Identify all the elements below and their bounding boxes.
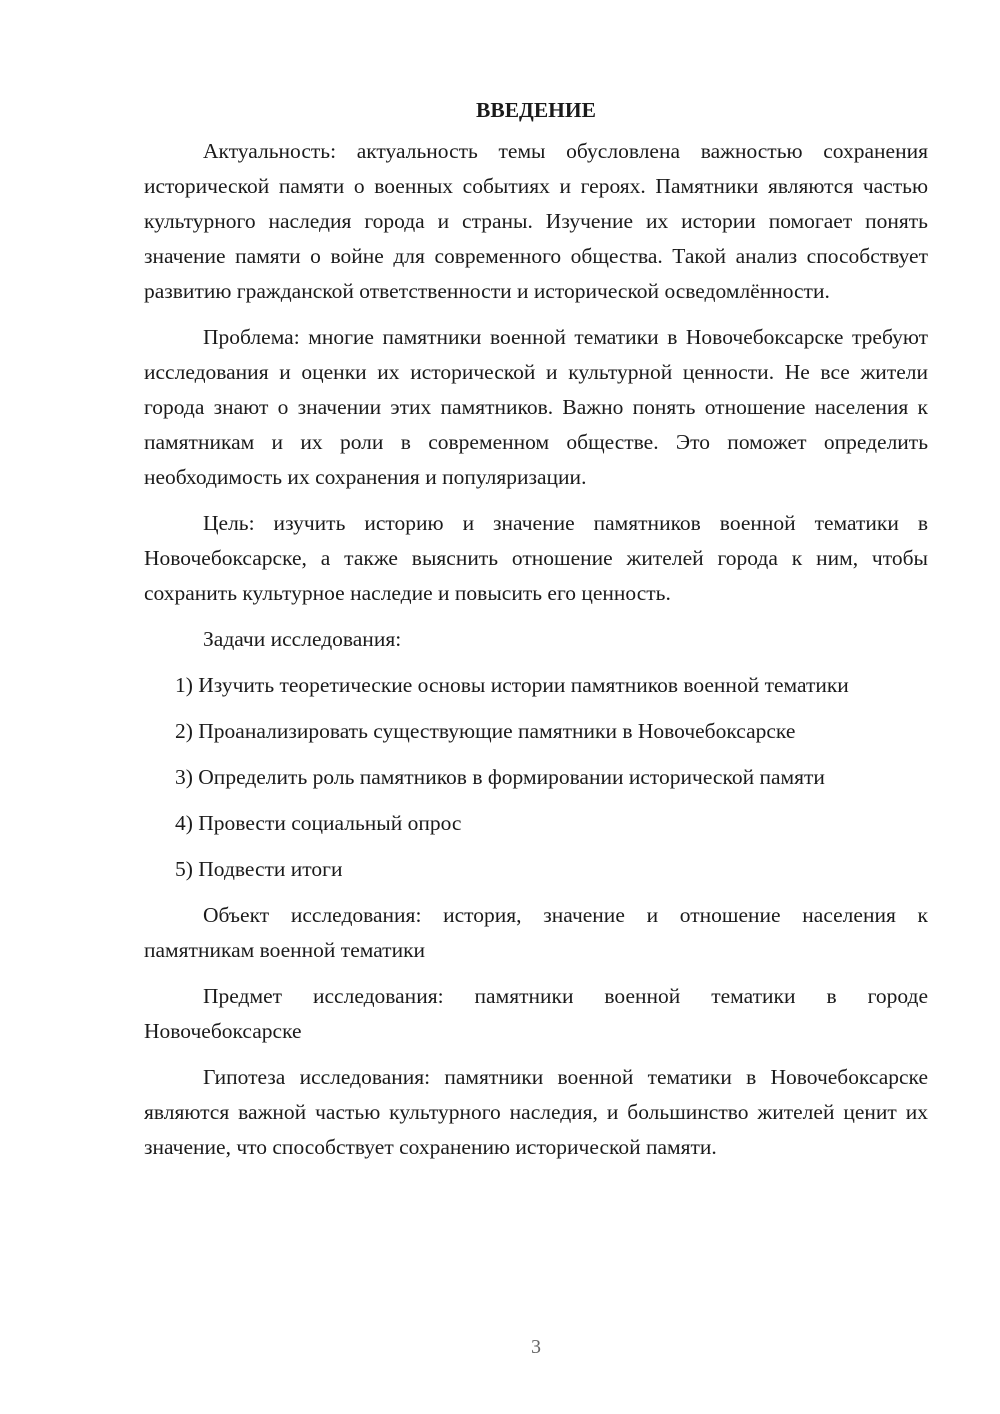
object-paragraph: Объект исследования: история, значение и отношение населения к памятникам военной тематики [144,903,928,962]
task-item: 3) Определить роль памятников в формировании исторической памяти [175,765,825,789]
task-item: 2) Проанализировать существующие памятники в Новочебоксарске [175,719,796,743]
hypothesis-paragraph: Гипотеза исследования: памятники военной тематики в Новочебоксарске являются важной частью культурного наследия, и большинство жителей ценит их значение, что способствует сохранению исторической памяти. [144,1065,928,1159]
task-item: 5) Подвести итоги [175,857,343,881]
task-item: 1) Изучить теоретические основы истории памятников военной тематики [175,673,849,697]
section-title: ВВЕДЕНИЕ [476,98,596,122]
subject-paragraph: Предмет исследования: памятники военной тематики в городе Новочебоксарске [144,984,928,1043]
problem-paragraph: Проблема: многие памятники военной тематики в Новочебоксарске требуют исследования и оценки их исторической и культурной ценности. Не все жители города знают о значении этих памятников. Важно понять отношение населения к памятникам и их роли в современном обществе. Это поможет определить необходимость их сохранения и популяризации. [144,325,928,489]
relevance-paragraph: Актуальность: актуальность темы обусловлена важностью сохранения исторической памяти о военных событиях и героях. Памятники являются частью культурного наследия города и страны. Изучение их истории помогает понять значение памяти о войне для современного общества. Такой анализ способствует развитию гражданской ответственности и исторической осведомлённости. [144,139,928,303]
tasks-heading: Задачи исследования: [203,627,402,651]
page-number: 3 [531,1336,541,1358]
document-page [144,93,928,1176]
goal-paragraph: Цель: изучить историю и значение памятников военной тематики в Новочебоксарске, а также выяснить отношение жителей города к ним, чтобы сохранить культурное наследие и повысить его ценность. [144,511,928,605]
task-item: 4) Провести социальный опрос [175,811,462,835]
